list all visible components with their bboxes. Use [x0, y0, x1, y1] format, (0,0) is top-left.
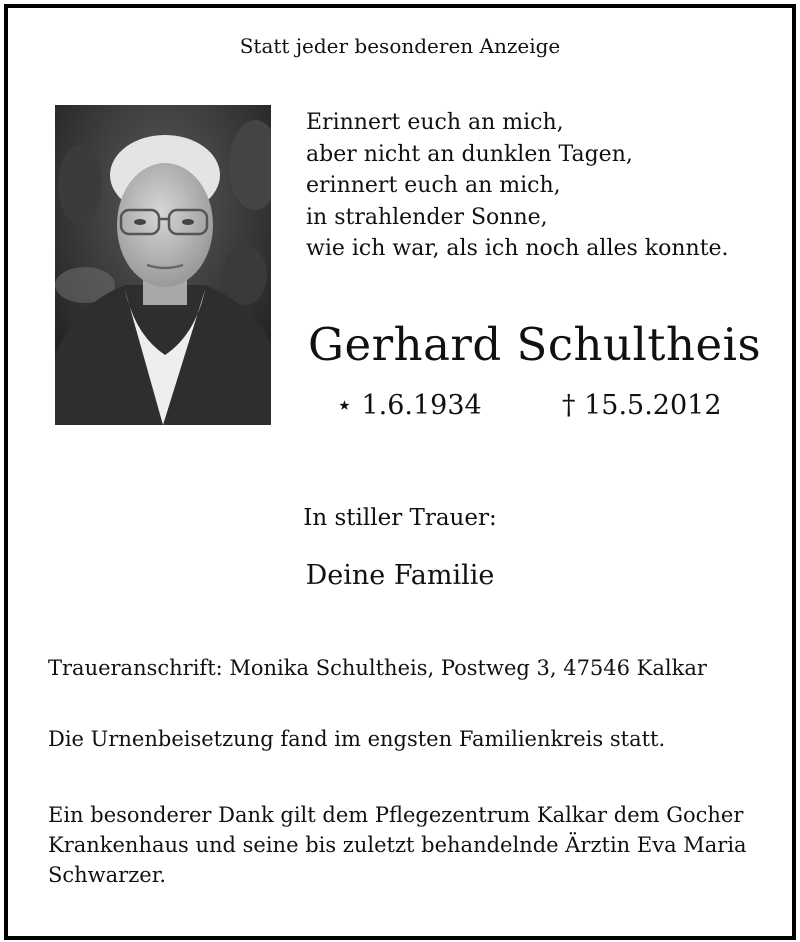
portrait-photo	[55, 105, 271, 425]
notice-header: Statt jeder besonderen Anzeige	[239, 34, 561, 58]
thanks-note: Ein besonderer Dank gilt dem Pflegezentrum Kalkar dem Gocher Krankenhaus und seine bis zuletzt behandelnde Ärztin Eva Maria Schwarzer.	[48, 803, 747, 887]
poem-line: in strahlender Sonne,	[306, 204, 548, 230]
death-date: † 15.5.2012	[562, 390, 722, 421]
deceased-name: Gerhard Schultheis	[308, 318, 762, 371]
mourning-intro: In stiller Trauer:	[303, 505, 497, 531]
mourning-address: Traueranschrift: Monika Schultheis, Postweg 3, 47546 Kalkar	[48, 656, 707, 680]
poem-line: wie ich war, als ich noch alles konnte.	[306, 236, 729, 261]
memorial-poem	[306, 107, 729, 265]
burial-note: Die Urnenbeisetzung fand im engsten Familienkreis statt.	[48, 727, 666, 751]
mourning-family: Deine Familie	[305, 560, 495, 591]
birth-date: ⋆ 1.6.1934	[336, 390, 482, 421]
poem-line: erinnert euch an mich,	[306, 173, 561, 198]
poem-line: Erinnert euch an mich,	[306, 110, 564, 135]
poem-line: aber nicht an dunklen Tagen,	[306, 141, 633, 167]
